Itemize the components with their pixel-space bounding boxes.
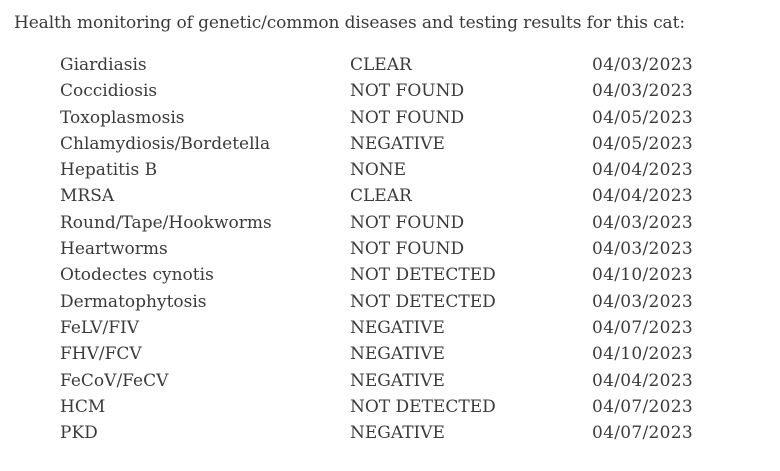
- disease-name: MRSA: [60, 186, 115, 207]
- results-list: [0, 53, 780, 447]
- disease-name: Otodectes cynotis: [60, 265, 214, 286]
- test-date: 04/07/2023: [592, 317, 693, 338]
- test-result: NOT FOUND: [350, 107, 465, 128]
- result-row: [0, 184, 780, 210]
- test-date: 04/03/2023: [592, 55, 693, 75]
- test-date: 04/04/2023: [592, 370, 693, 391]
- test-result: NOT DETECTED: [350, 291, 496, 312]
- disease-name: Dermatophytosis: [60, 291, 207, 312]
- test-result: NOT FOUND: [350, 212, 465, 233]
- result-row: [0, 290, 780, 316]
- test-date: 04/04/2023: [592, 186, 693, 207]
- disease-name: FHV/FCV: [60, 344, 142, 365]
- result-row: [0, 369, 780, 395]
- test-result: NEGATIVE: [350, 344, 445, 365]
- result-row: [0, 132, 780, 158]
- test-date: 04/03/2023: [592, 212, 693, 233]
- result-row: [0, 395, 780, 421]
- disease-name: FeLV/FIV: [60, 317, 139, 338]
- disease-name: Round/Tape/Hookworms: [60, 212, 272, 233]
- disease-name: PKD: [60, 423, 98, 444]
- test-date: 04/03/2023: [592, 239, 693, 260]
- test-result: NEGATIVE: [350, 370, 445, 391]
- test-date: 04/05/2023: [592, 133, 693, 154]
- test-date: 04/10/2023: [592, 265, 693, 286]
- test-result: CLEAR: [350, 55, 412, 75]
- disease-name: HCM: [60, 396, 106, 417]
- test-result: NONE: [350, 160, 407, 181]
- result-row: [0, 316, 780, 342]
- result-row: [0, 53, 780, 79]
- test-date: 04/10/2023: [592, 344, 693, 365]
- test-date: 04/07/2023: [592, 423, 693, 444]
- test-result: NOT DETECTED: [350, 396, 496, 417]
- disease-name: Heartworms: [60, 239, 168, 260]
- page-heading: Health monitoring of genetic/common diseases and testing results for this cat:: [14, 13, 685, 33]
- test-result: NOT DETECTED: [350, 265, 496, 286]
- disease-name: FeCoV/FeCV: [60, 370, 169, 391]
- test-result: NEGATIVE: [350, 133, 445, 154]
- test-date: 04/03/2023: [592, 291, 693, 312]
- result-row: [0, 79, 780, 105]
- result-row: [0, 158, 780, 184]
- test-result: NOT FOUND: [350, 239, 465, 260]
- disease-name: Coccidiosis: [60, 81, 158, 102]
- result-row: [0, 342, 780, 368]
- result-row: [0, 237, 780, 263]
- result-row: [0, 263, 780, 289]
- test-result: NEGATIVE: [350, 317, 445, 338]
- test-date: 04/05/2023: [592, 107, 693, 128]
- test-date: 04/03/2023: [592, 81, 693, 102]
- disease-name: Hepatitis B: [60, 160, 158, 181]
- test-date: 04/07/2023: [592, 396, 693, 417]
- test-result: CLEAR: [350, 186, 412, 207]
- test-date: 04/04/2023: [592, 160, 693, 181]
- disease-name: Chlamydiosis/Bordetella: [60, 133, 271, 154]
- test-result: NOT FOUND: [350, 81, 465, 102]
- test-result: NEGATIVE: [350, 423, 445, 444]
- disease-name: Giardiasis: [60, 55, 147, 75]
- result-row: [0, 211, 780, 237]
- disease-name: Toxoplasmosis: [60, 107, 185, 128]
- result-row: [0, 421, 780, 447]
- result-row: [0, 106, 780, 132]
